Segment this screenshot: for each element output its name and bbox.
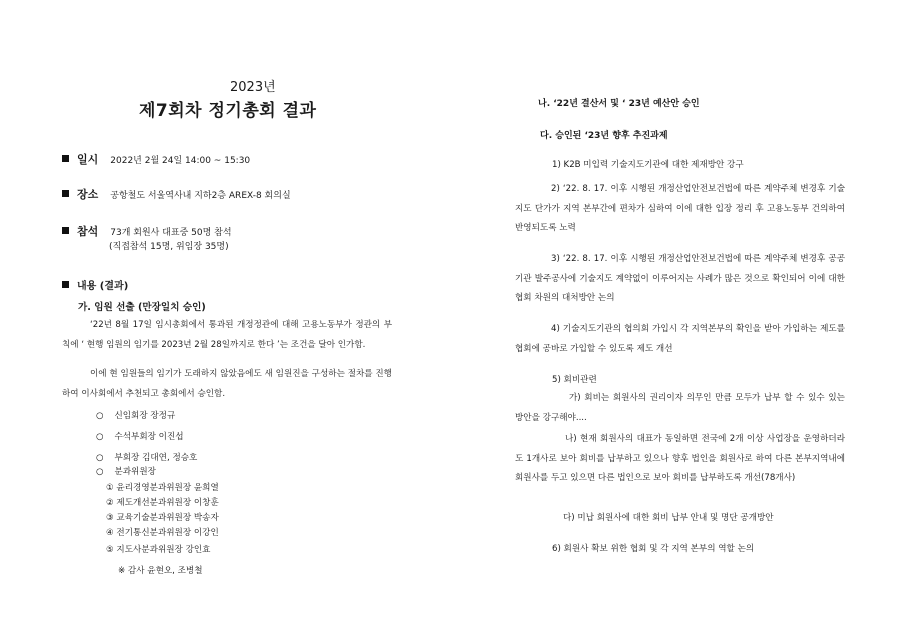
- date-value: 2022년 2월 24일 14:00 ~ 15:30: [110, 156, 251, 166]
- task-item-2: 2) ‘22. 8. 17. 이후 시행된 개정산업안전보건법에 따른 계약주체 변경후 기술지도 단가가 지역 본부간에 편차가 심하여 이에 대한 입장 정리 후 고용노동부 건의하여 반영되도록 노력: [515, 184, 845, 233]
- circle-bullet-icon: ○: [96, 432, 104, 442]
- attend-detail: (직접참석 15명, 위임장 35명): [109, 242, 229, 252]
- committee-item: ⑤ 지도사분과위원장 강인효: [106, 545, 211, 555]
- task-item-5: 5) 회비관련: [552, 375, 597, 385]
- paragraph-2: 이에 현 임원들의 임기가 도래하지 않았음에도 새 임원진을 구성하는 절차를 진행하여 이사회에서 추천되고 총회에서 승인함.: [62, 369, 392, 399]
- meeting-date-row: [62, 148, 250, 167]
- officer-item: [96, 451, 197, 463]
- committee-item: ④ 전기통신분과위원장 이강인: [106, 528, 219, 538]
- square-bullet-icon: [62, 190, 69, 197]
- task-item-3: 3) ‘22. 8. 17. 이후 시행된 개정산업안전보건법에 따른 계약주체 변경후 공공기관 발주공사에 기술지도 계약없이 이루어지는 사례가 많은 것으로 확인되어 이에 대한 협회 차원의 대처방안 논의: [515, 254, 845, 303]
- circle-bullet-icon: ○: [96, 453, 104, 463]
- section-ga-heading: 가. 임원 선출 (만장일치 승인): [78, 302, 206, 313]
- content-heading-row: [62, 274, 140, 293]
- paragraph-1: ‘22년 8월 17일 임시총회에서 통과된 개정정관에 대해 고용노동부가 정관의 부칙에 ‘ 현행 임원의 임기를 2023년 2월 28일까지로 한다 ’는 조건을 달아 인가함.: [62, 320, 392, 350]
- attend-value: 73개 회원사 대표중 50명 참석: [110, 228, 232, 238]
- officer-item: [96, 409, 175, 421]
- task-item-6: 6) 회원사 확보 위한 협회 및 각 지역 본부의 역할 논의: [552, 544, 755, 554]
- officer-item: [96, 465, 156, 477]
- meeting-place-row: [62, 183, 291, 202]
- attend-label: 참석: [77, 225, 99, 238]
- task-item-5a: 가) 회비는 회원사의 권리이자 의무인 만큼 모두가 납부 할 수 있수 있는 방안을 강구해야....: [515, 393, 845, 423]
- officer-item: [96, 430, 184, 442]
- auditors-note: ※ 감사 윤현오, 조병철: [118, 566, 203, 576]
- square-bullet-icon: [62, 155, 69, 162]
- section-da-heading: 다. 승인된 ‘23년 향후 추진과제: [540, 131, 668, 141]
- place-value: 공항철도 서울역사내 지하2층 AREX-8 회의실: [110, 191, 291, 201]
- document-year: 2023년: [230, 80, 276, 95]
- meeting-attend-row: [62, 220, 232, 239]
- task-item-5c: 다) 미납 회원사에 대한 회비 납부 안내 및 명단 공개방안: [563, 513, 774, 523]
- officer-name: 수석부회장 이진섭: [114, 432, 184, 442]
- committee-item: ② 제도개선분과위원장 이창훈: [106, 498, 219, 508]
- circle-bullet-icon: ○: [96, 467, 104, 477]
- officer-name: 분과위원장: [114, 467, 156, 477]
- square-bullet-icon: [62, 227, 69, 234]
- task-item-4: 4) 기술지도기관의 협의회 가입시 각 지역본부의 확인을 받아 가입하는 제도를 협회에 공바로 가입할 수 있도록 제도 개선: [515, 324, 845, 354]
- officer-name: 신임회장 장정규: [114, 411, 176, 421]
- place-label: 장소: [77, 188, 99, 201]
- date-label: 일시: [77, 153, 99, 166]
- committee-item: ① 윤리경영분과위원장 윤희열: [106, 483, 219, 493]
- document-title: 제7회차 정기총회 결과: [139, 101, 317, 121]
- officer-name: 부회장 김대연, 정승호: [114, 453, 198, 463]
- section-na-heading: 나. ‘22년 결산서 및 ‘ 23년 예산안 승인: [538, 99, 700, 109]
- committee-item: ③ 교육기술분과위원장 박송자: [106, 513, 219, 523]
- task-item-5b: 나) 현재 회원사의 대표가 동일하면 전국에 2개 이상 사업장을 운영하더라도 1개사로 보아 회비를 납부하고 있으나 향후 법인을 회원사로 하여 다른 본부지역내에 회원사를 두고 있으면 다른 법인으로 보아 회비를 납부하도록 개선(78개사): [515, 434, 845, 483]
- task-item-1: 1) K2B 미입력 기술지도기관에 대한 제재방안 강구: [552, 160, 744, 170]
- circle-bullet-icon: ○: [96, 411, 104, 421]
- square-bullet-icon: [62, 281, 69, 288]
- content-heading: 내용 (결과): [77, 281, 129, 292]
